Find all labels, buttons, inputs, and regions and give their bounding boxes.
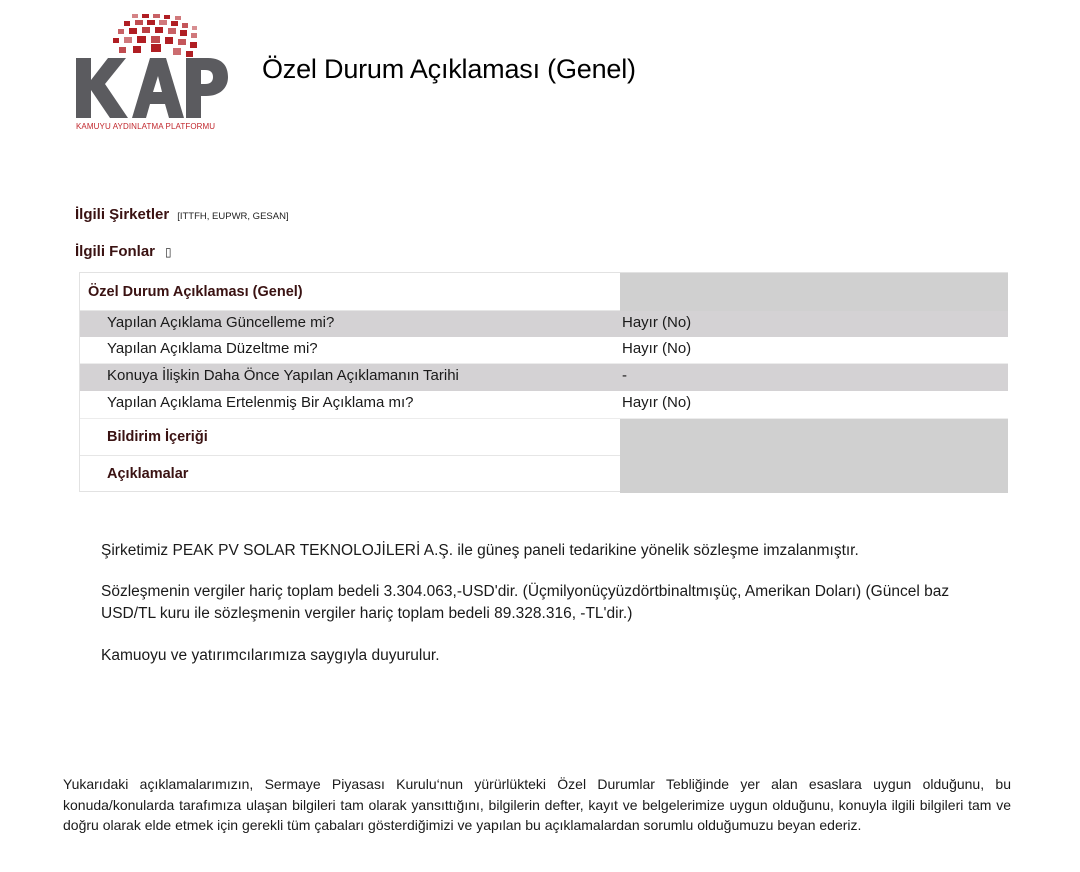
table-header-fill <box>620 273 1008 311</box>
content-paragraph-3: Kamuoyu ve yatırımcılarımıza saygıyla duyurulur. <box>101 647 440 664</box>
content-paragraph-2: Sözleşmenin vergiler hariç toplam bedeli 3.304.063,-USD'dir. (Üçmilyonüçyüzdörtbinaltmışüç, Amerikan Doları) (Güncel baz USD/TL kuru ile sözleşmenin vergiler hariç toplam bedeli 89.328.316, -TL'dir.) <box>101 583 950 622</box>
row-correction-label: Yapılan Açıklama Düzeltme mi? <box>80 337 620 364</box>
disclosure-info-table <box>79 272 1008 492</box>
kap-logo <box>74 14 234 136</box>
explanations-label: Açıklamalar <box>107 466 189 482</box>
related-funds-label: İlgili Fonlar <box>75 243 156 260</box>
related-funds <box>75 243 172 261</box>
row-correction-value: Hayır (No) <box>620 337 1008 364</box>
row-update-label: Yapılan Açıklama Güncelleme mi? <box>80 311 620 337</box>
row-prior-date-label: Konuya İlişkin Daha Önce Yapılan Açıklamanın Tarihi <box>80 364 620 391</box>
row-prior-date-value: - <box>620 364 1008 391</box>
related-funds-value: ▯ <box>165 245 172 259</box>
related-companies <box>75 206 289 224</box>
notice-content-label: Bildirim İçeriği <box>80 419 620 456</box>
notice-content-fill <box>620 419 1008 493</box>
row-update-value: Hayır (No) <box>620 311 1008 337</box>
row-deferred-label: Yapılan Açıklama Ertelenmiş Bir Açıklama mı? <box>80 391 620 419</box>
page-title: Özel Durum Açıklaması (Genel) <box>262 54 636 84</box>
related-companies-label: İlgili Şirketler <box>75 206 170 223</box>
content-paragraph-1: Şirketimiz PEAK PV SOLAR TEKNOLOJİLERİ A.Ş. ile güneş paneli tedarikine yönelik sözleşme imzalanmıştır. <box>101 542 859 559</box>
row-deferred-value: Hayır (No) <box>620 391 1008 419</box>
table-header: Özel Durum Açıklaması (Genel) <box>80 273 620 311</box>
logo-caption: KAMUYU AYDINLATMA PLATFORMU <box>76 122 216 131</box>
footer-disclaimer: Yukarıdaki açıklamalarımızın, Sermaye Piyasası Kurulu‘nun yürürlükteki Özel Durumlar Tebliğinde yer alan esaslara uygun olduğunu, bu konuda/konularda tarafımıza ulaşan bilgileri tam olarak yansıttığını, bilgilerin defter, kayıt ve belgelerimize uygun olduğunu, konuyla ilgili bilgileri tam ve doğru olarak elde etmek için gerekli tüm çabaları gösterdiğimizi ve yapılan bu açıklamalardan sorumlu olduğumuzu beyan ederiz. <box>63 776 1011 833</box>
related-companies-value: [ITTFH, EUPWR, GESAN] <box>177 211 289 222</box>
